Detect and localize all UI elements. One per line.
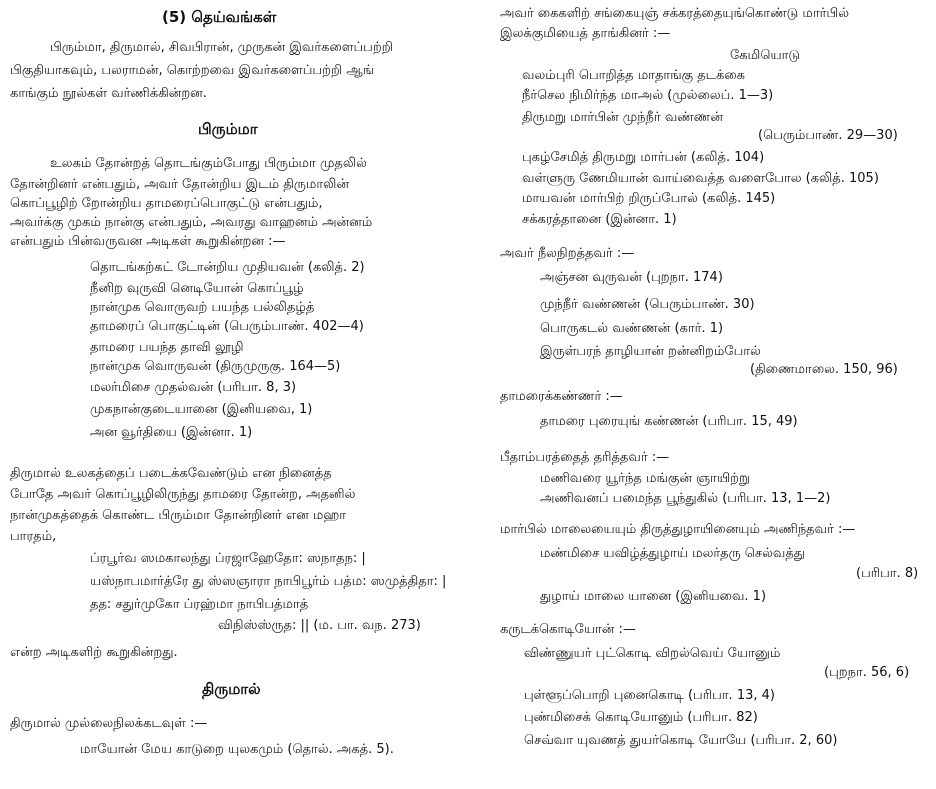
quote-line: பொருகடல் வண்ணன் (கார். 1) — [540, 321, 724, 336]
label-line: திருமால் முல்லைநிலக்கடவுள் :— — [10, 716, 208, 731]
quote-line: (பெரும்பாண். 29—30) — [758, 128, 898, 143]
quote-line: அன வூர்தியை (இன்னா. 1) — [90, 425, 253, 440]
quote-line: மண்மிசை யவிழ்த்துழாய் மலர்தரு செல்வத்து — [540, 546, 806, 561]
paragraph-line: பாரதம், — [10, 529, 57, 544]
quote-line: மலர்மிசை முதல்வன் (பரிபா. 8, 3) — [90, 380, 297, 395]
intro-line: பிகுதியாகவும், பலராமன், கொற்றவை இவர்களைப்பற்றி ஆங் — [10, 63, 375, 78]
sanskrit-quote-line: யஸ்நாபமார்த்ரே து ஸ்ஸஞாரா நாபிபூர்ம் பத்ம: ஸமுத்திதா: | — [90, 574, 447, 589]
quote-line: தாமரை பயந்த தாவி லூழி — [90, 340, 244, 355]
quote-line: புள்ளூப்பொறி புனைகொடி (பரிபா. 13, 4) — [524, 688, 775, 703]
quote-line: புண்மிசைக் கொடியோனும் (பரிபா. 82) — [524, 710, 758, 725]
intro-line: காங்கும் நூல்கள் வர்ணிக்கின்றன. — [10, 86, 207, 101]
label-line: பீதாம்பரத்தைத் தரித்தவர் :— — [500, 450, 670, 465]
quote-line: திருமறு மார்பின் முந்நீர் வண்ணன் — [522, 110, 723, 125]
quote-line: மாயவன் மார்பிற் றிருப்போல் (கலித். 145) — [522, 191, 776, 206]
sanskrit-quote-line: தத: சதுர்முகோ ப்ரஹ்மா நாபிபத்மாத் — [90, 597, 309, 612]
section-heading-tirumal: திருமால் — [202, 680, 261, 698]
quote-line: (புறநா. 56, 6) — [824, 665, 910, 680]
sanskrit-quote-line: விநிஸ்ஸ்ருத: || (ம. பா. வந. 273) — [218, 618, 421, 633]
quote-line: விண்ணுயர் புட்கொடி விறல்வெய் யோனும் — [524, 646, 781, 661]
paragraph-line: என்பதும் பின்வருவன அடிகள் கூறுகின்றன :— — [10, 234, 286, 249]
quote-line: சக்கரத்தானை (இன்னா. 1) — [522, 212, 677, 227]
quote-line: புகழ்சேமித் திருமறு மார்பன் (கலித். 104) — [522, 150, 765, 165]
quote-line: நான்முக வொருவற் பயந்த பல்லிதழ்த் — [90, 300, 315, 315]
quote-line: நீனிற வுருவி னெடியோன் கொப்பூழ் — [90, 281, 304, 296]
quote-line: வலம்புரி பொறித்த மாதாங்கு தடக்கை — [522, 68, 745, 83]
paragraph-line: திருமால் உலகத்தைப் படைக்கவேண்டும் என நினைத்த — [10, 466, 332, 481]
quote-line: அணிவனப் பமைந்த பூந்துகில் (பரிபா. 13, 1—2) — [540, 491, 831, 506]
label-line: தாமரைக்கண்ணர் :— — [500, 389, 623, 404]
quote-line: நான்முக வொருவன் (திருமுருகு. 164—5) — [90, 359, 341, 374]
quote-line: முகநான்குடையானை (இனியவை, 1) — [90, 402, 313, 417]
chapter-heading: (5) தெய்வங்கள் — [162, 8, 277, 26]
quote-line: வள்ளுரு ணேமியான் வாய்வைத்த வளைபோல (கலித். 105) — [522, 171, 879, 186]
intro-line: பிரும்மா, திருமால், சிவபிரான், முருகன் இவர்களைப்பற்றி — [50, 40, 393, 55]
section-heading-brahma: பிரும்மா — [198, 120, 258, 138]
quote-line: கேமியொடு — [730, 48, 801, 63]
quote-line: செவ்வா யுவணத் துயர்கொடி யோயே (பரிபா. 2, 60) — [524, 733, 838, 748]
paragraph-line: இலக்குமியைத் தாங்கினர் :— — [500, 26, 671, 41]
label-line: கருடக்கொடியோன் :— — [500, 622, 636, 637]
sanskrit-quote-line: ப்ரபூர்வ ஸமகாலந்து ப்ரஜாஹேதோ: ஸநாதந: | — [90, 551, 366, 566]
paragraph-line: அவர் கைகளிற் சங்கையுஞ் சக்கரத்தையுங்கொண்டு மார்பில் — [500, 6, 850, 21]
quote-line: தாமரை புரையுங் கண்ணன் (பரிபா. 15, 49) — [540, 414, 798, 429]
paragraph-line: போதே அவர் கொப்பூழிலிருந்து தாமரை தோன்ற, அதனில் — [10, 487, 356, 502]
quote-line: (பரிபா. 8) — [856, 566, 919, 581]
label-line: அவர் நீலநிறத்தவர் :— — [500, 246, 635, 261]
paragraph-line: என்ற அடிகளிற் கூறுகின்றது. — [10, 645, 178, 660]
quote-line: முந்நீர் வண்ணன் (பெரும்பாண். 30) — [540, 297, 755, 312]
quote-line: தொடங்கற்கட் டோன்றிய முதியவன் (கலித். 2) — [90, 260, 365, 275]
quote-line: துழாய் மாலை யானை (இனியவை. 1) — [540, 589, 767, 604]
label-line: மார்பில் மாலையையும் திருத்துழாயினையும் அணிந்தவர் :— — [500, 522, 856, 537]
quote-line: மாயோன் மேய காடுறை யுலகமும் (தொல். அகத். 5). — [80, 742, 394, 757]
paragraph-line: உலகம் தோன்றத் தொடங்கும்போது பிரும்மா முதலில் — [50, 156, 367, 171]
quote-line: நீர்செல நிமிர்ந்த மாஅல் (முல்லைப். 1—3) — [522, 88, 774, 103]
quote-line: மணிவரை யூர்ந்த மங்குன் ஞாயிற்று — [540, 471, 750, 486]
paragraph-line: நான்முகத்தைக் கொண்ட பிரும்மா தோன்றினர் என மஹா — [10, 508, 347, 523]
quote-line: அஞ்சன வுருவன் (புறநா. 174) — [540, 270, 723, 285]
paragraph-line: அவர்க்கு முகம் நான்கு என்பதும், அவரது வாஹனம் அன்னம் — [10, 215, 373, 230]
quote-line: தாமரைப் பொகுட்டின் (பெரும்பாண். 402—4) — [90, 319, 364, 334]
quote-line: இருள்பரந் தாழியான் றன்னிறம்போல் — [540, 344, 761, 359]
paragraph-line: கொப்பூழிற் றோன்றிய தாமரைப்பொகுட்டு என்பதும், — [10, 196, 323, 211]
quote-line: (திணைமாலை. 150, 96) — [750, 362, 898, 377]
paragraph-line: தோன்றினர் என்பதும், அவர் தோன்றிய இடம் திருமாலின் — [10, 177, 349, 192]
